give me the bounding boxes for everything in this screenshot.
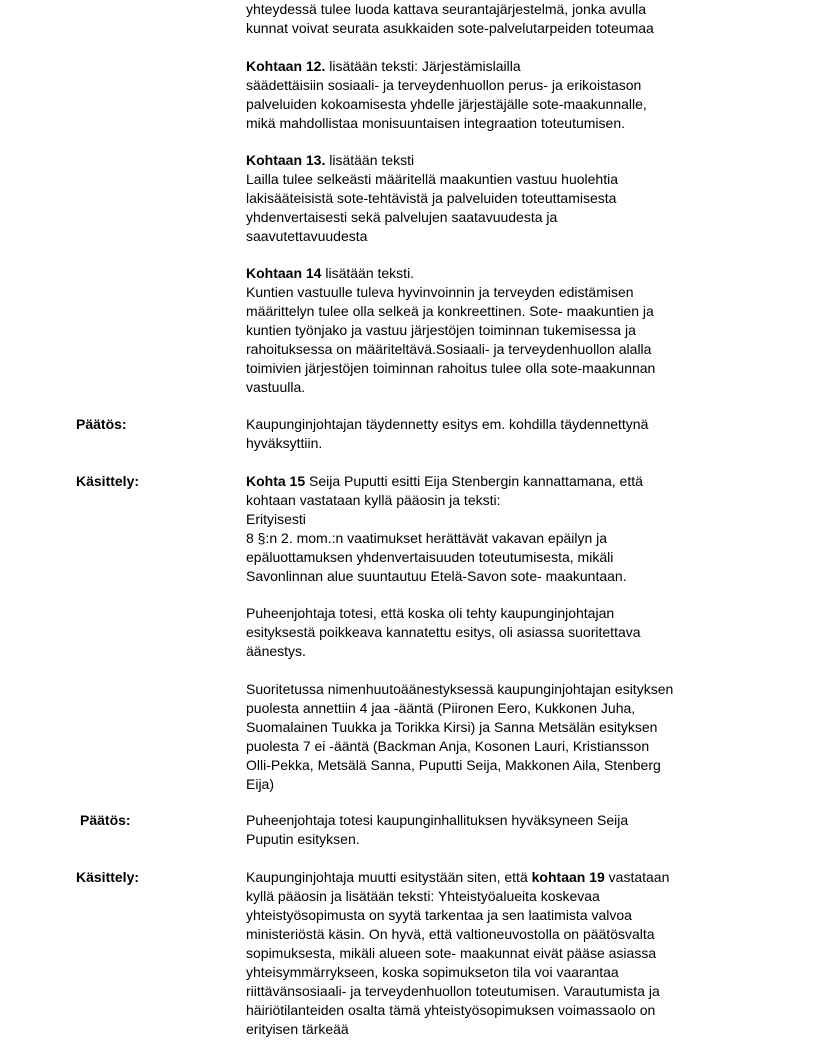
text-line: kuntien työnjako ja vastuu järjestöjen toiminnan tukemisessa ja — [246, 322, 636, 338]
text-line: epäluottamuksen yhdenvertaisuuden toteutumisesta, mikäli — [246, 549, 614, 565]
decision-text — [246, 811, 746, 849]
text-line: ministeriöstä käsin. On hyvä, että valtioneuvostolla on päätösvalta — [246, 926, 655, 942]
text-span: Kaupunginjohtaja muutti esitystään siten, että — [246, 869, 532, 885]
text-line: Kaupunginjohtajan täydennetty esitys em. kohdilla täydennettynä — [246, 416, 649, 432]
text-line: kunnat voivat seurata asukkaiden sote-palvelutarpeiden toteumaa — [246, 20, 654, 36]
section-heading: kohtaan 19 — [531, 869, 605, 885]
text-line: sopimuksesta, mikäli alueen sote- maakunnat eivät pääse asiassa — [246, 945, 657, 961]
vote-result-paragraph — [246, 680, 746, 794]
section-lead: lisätään teksti — [325, 152, 415, 168]
text-line: Puheenjohtaja totesi kaupunginhallituksen hyväksyneen Seija — [246, 812, 629, 828]
handling-text — [246, 472, 746, 586]
text-line: säädettäisiin sosiaali- ja terveydenhuollon perus- ja erikoistason — [246, 77, 642, 93]
text-line: puolesta 7 ei -ääntä (Backman Anja, Kosonen Lauri, Kristiansson — [246, 738, 650, 754]
text-line: Puputin esityksen. — [246, 831, 360, 847]
section-lead: Seija Puputti esitti Eija Stenbergin kannattamana, että — [305, 473, 643, 489]
text-line: riittävänsosiaali- ja terveydenhuollon toteutumisen. Varautumista ja — [246, 983, 660, 999]
text-line: saavutettavuudesta — [246, 228, 368, 244]
text-line: äänestys. — [246, 643, 306, 659]
text-line: Savonlinnan alue suuntautuu Etelä-Savon sote- maakuntaan. — [246, 568, 627, 584]
decision-label: Päätös: — [76, 416, 127, 432]
text-line: kohtaan vastataan kyllä pääosin ja teksti: — [246, 492, 501, 508]
section-heading: Kohtaan 14 — [246, 265, 322, 281]
text-line: Lailla tulee selkeästi määritellä maakuntien vastuu huolehtia — [246, 171, 618, 187]
text-line: palveluiden kokoamisesta yhdelle järjestäjälle sote-maakunnalle, — [246, 96, 647, 112]
text-line: kyllä pääosin ja lisätään teksti: Yhteistyöalueita koskevaa — [246, 888, 600, 904]
section-heading: Kohtaan 12. — [246, 58, 326, 74]
text-line: 8 §:n 2. mom.:n vaatimukset herättävät vakavan epäilyn ja — [246, 530, 608, 546]
text-line: Erityisesti — [246, 511, 306, 527]
text-line: Suoritetussa nimenhuutoäänestyksessä kaupunginjohtajan esityksen — [246, 681, 674, 697]
section-heading: Kohta 15 — [246, 473, 306, 489]
text-line: hyväksyttiin. — [246, 435, 323, 451]
text-line: yhteistyösopimusta on syytä tarkentaa ja sen laatimista valvoa — [246, 907, 632, 923]
text-line: toimivien järjestöjen toiminnan rahoitus tulee olla sote-maakunnan — [246, 360, 656, 376]
text-line: Eija) — [246, 776, 275, 792]
text-line: yhdenvertaisesti sekä palvelujen saatavuudesta ja — [246, 209, 558, 225]
text-line: häiriötilanteiden osalta tämä yhteistyösopimuksen voimassaolo on — [246, 1002, 656, 1018]
section-kohta-14 — [246, 264, 746, 397]
text-span: vastataan — [604, 869, 670, 885]
section-heading: Kohtaan 13. — [246, 152, 326, 168]
decision-text — [246, 415, 746, 453]
text-line: puolesta annettiin 4 jaa -ääntä (Piironen Eero, Kukkonen Juha, — [246, 700, 636, 716]
text-line: Olli-Pekka, Metsälä Sanna, Puputti Seija, Makkonen Aila, Stenberg — [246, 757, 661, 773]
text-line: vastuulla. — [246, 379, 306, 395]
text-line: Kuntien vastuulle tuleva hyvinvoinnin ja terveyden edistämisen — [246, 284, 634, 300]
text-line: yhteydessä tulee luoda kattava seurantajärjestelmä, jonka avulla — [246, 1, 647, 17]
handling-label: Käsittely: — [76, 473, 140, 489]
text-line: määrittelyn tulee olla selkeä ja konkreettinen. Sote- maakuntien ja — [246, 303, 654, 319]
handling-text — [246, 868, 746, 1039]
vote-paragraph — [246, 604, 746, 661]
section-kohta-12 — [246, 57, 746, 133]
handling-label: Käsittely: — [76, 869, 140, 885]
section-lead: lisätään teksti. — [321, 265, 415, 281]
section-kohta-13 — [246, 151, 746, 246]
intro-paragraph — [246, 0, 746, 38]
text-line: yhteisymmärrykseen, koska sopimukseton tila voi vaarantaa — [246, 964, 619, 980]
text-line: erityisen tärkeää — [246, 1021, 349, 1037]
text-line: Suomalainen Tuukka ja Torikka Kirsi) ja Sanna Metsälän esityksen — [246, 719, 658, 735]
text-line: lakisääteisistä sote-tehtävistä ja palveluiden toteuttamisesta — [246, 190, 617, 206]
decision-label: Päätös: — [80, 812, 131, 828]
section-lead: lisätään teksti: Järjestämislailla — [325, 58, 521, 74]
text-line: rahoituksessa on määriteltävä.Sosiaali- ja terveydenhuollon alalla — [246, 341, 652, 357]
text-line: mikä mahdollistaa monisuuntaisen integraation toteutumisen. — [246, 115, 625, 131]
text-line: Puheenjohtaja totesi, että koska oli tehty kaupunginjohtajan — [246, 605, 615, 621]
text-line: esityksestä poikkeava kannatettu esitys, oli asiassa suoritettava — [246, 624, 641, 640]
